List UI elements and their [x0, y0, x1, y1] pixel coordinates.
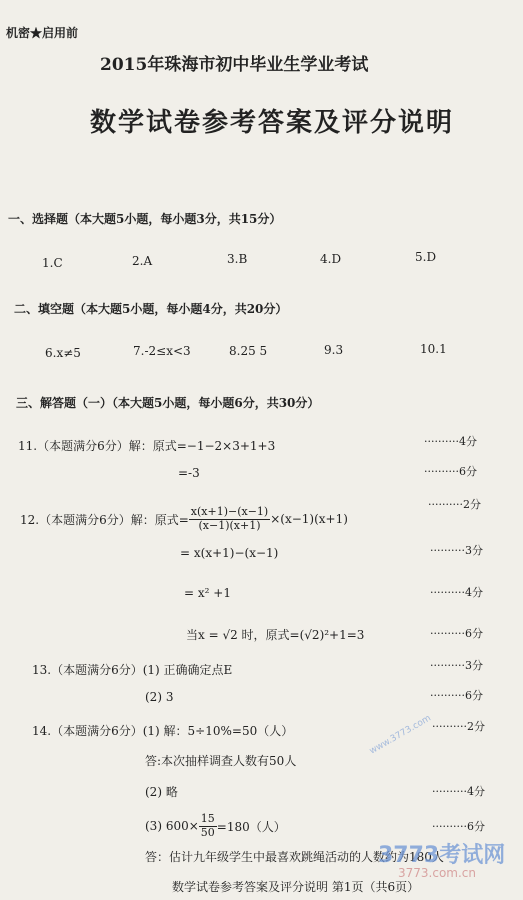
answer-5: 5.D — [415, 250, 437, 264]
answer-3: 3.B — [227, 252, 248, 266]
confidential-label: 机密★启用前 — [6, 26, 79, 40]
q12-score4: ··········6分 — [430, 627, 483, 640]
watermark-url: 3773.com.cn — [398, 866, 476, 880]
answer-9: 9.3 — [324, 343, 344, 357]
q12-score1: ··········2分 — [428, 498, 481, 511]
watermark-brand: 3773考试网 — [378, 843, 506, 868]
section3-heading: 三、解答题（一）（本大题5小题，每小题6分，共30分） — [16, 396, 320, 410]
q13-line2: (2) 3 — [145, 690, 174, 704]
answer-4: 4.D — [320, 252, 342, 266]
q12-label: 12.（本题满分6分）解：原式= — [20, 512, 189, 527]
q12-tail: ×(x−1)(x+1) — [270, 512, 348, 526]
q14-line2: 答:本次抽样调查人数有50人 — [145, 754, 297, 768]
q11-line2: =-3 — [178, 466, 200, 480]
answer-1: 1.C — [42, 256, 63, 270]
q14-line4 — [145, 806, 286, 846]
q14-line3: (2) 略 — [145, 785, 178, 799]
q12-numerator: x(x+1)−(x−1) — [190, 504, 269, 518]
q14-line5: 答：估计九年级学生中最喜欢跳绳活动的人数约为180人 — [145, 850, 444, 864]
q12-fraction — [189, 506, 270, 532]
q13-score2: ··········6分 — [430, 689, 483, 702]
q12-line1 — [20, 499, 348, 539]
q14-denominator: 50 — [200, 825, 215, 839]
answer-7: 7.-2≤x<3 — [133, 344, 191, 358]
q12-line2: = x(x+1)−(x−1) — [180, 546, 279, 560]
q14-score3: ··········6分 — [432, 820, 485, 833]
answer-2: 2.A — [132, 254, 153, 268]
q14-score1: ··········2分 — [432, 720, 485, 733]
q12-score3: ··········4分 — [430, 586, 483, 599]
q14-score2: ··········4分 — [432, 785, 485, 798]
section2-heading: 二、填空题（本大题5小题，每小题4分，共20分） — [14, 302, 288, 316]
answer-6: 6.x≠5 — [45, 346, 81, 360]
q11-score1: ··········4分 — [424, 435, 477, 448]
q13-line1: 13.（本题满分6分）(1) 正确确定点E — [32, 663, 233, 677]
q14-line4-pre: (3) 600× — [145, 819, 199, 833]
exam-title: 2015年珠海市初中毕业生学业考试 — [100, 55, 369, 75]
page-footer: 数学试卷参考答案及评分说明 第1页（共6页） — [172, 880, 420, 894]
q12-line4: 当x = √2 时，原式=(√2)²+1=3 — [186, 628, 365, 642]
document-title: 数学试卷参考答案及评分说明 — [90, 108, 455, 138]
q11-score2: ··········6分 — [424, 465, 477, 478]
q14-numerator: 15 — [200, 811, 215, 825]
q14-fraction — [199, 813, 217, 839]
answer-8: 8.25 5 — [229, 344, 268, 358]
q12-denominator: (x−1)(x+1) — [198, 518, 261, 532]
watermark-diagonal: www.3773.com — [368, 713, 433, 757]
q14-line4-post: =180（人） — [216, 819, 286, 834]
q12-score2: ··········3分 — [430, 544, 483, 557]
q13-score1: ··········3分 — [430, 659, 483, 672]
section1-heading: 一、选择题（本大题5小题，每小题3分，共15分） — [8, 212, 282, 226]
q14-line1: 14.（本题满分6分）(1) 解：5÷10%=50（人） — [32, 724, 294, 738]
answer-10: 10.1 — [420, 342, 447, 356]
q11-line1: 11.（本题满分6分）解：原式=−1−2×3+1+3 — [18, 439, 276, 453]
q12-line3: = x² +1 — [184, 586, 231, 600]
